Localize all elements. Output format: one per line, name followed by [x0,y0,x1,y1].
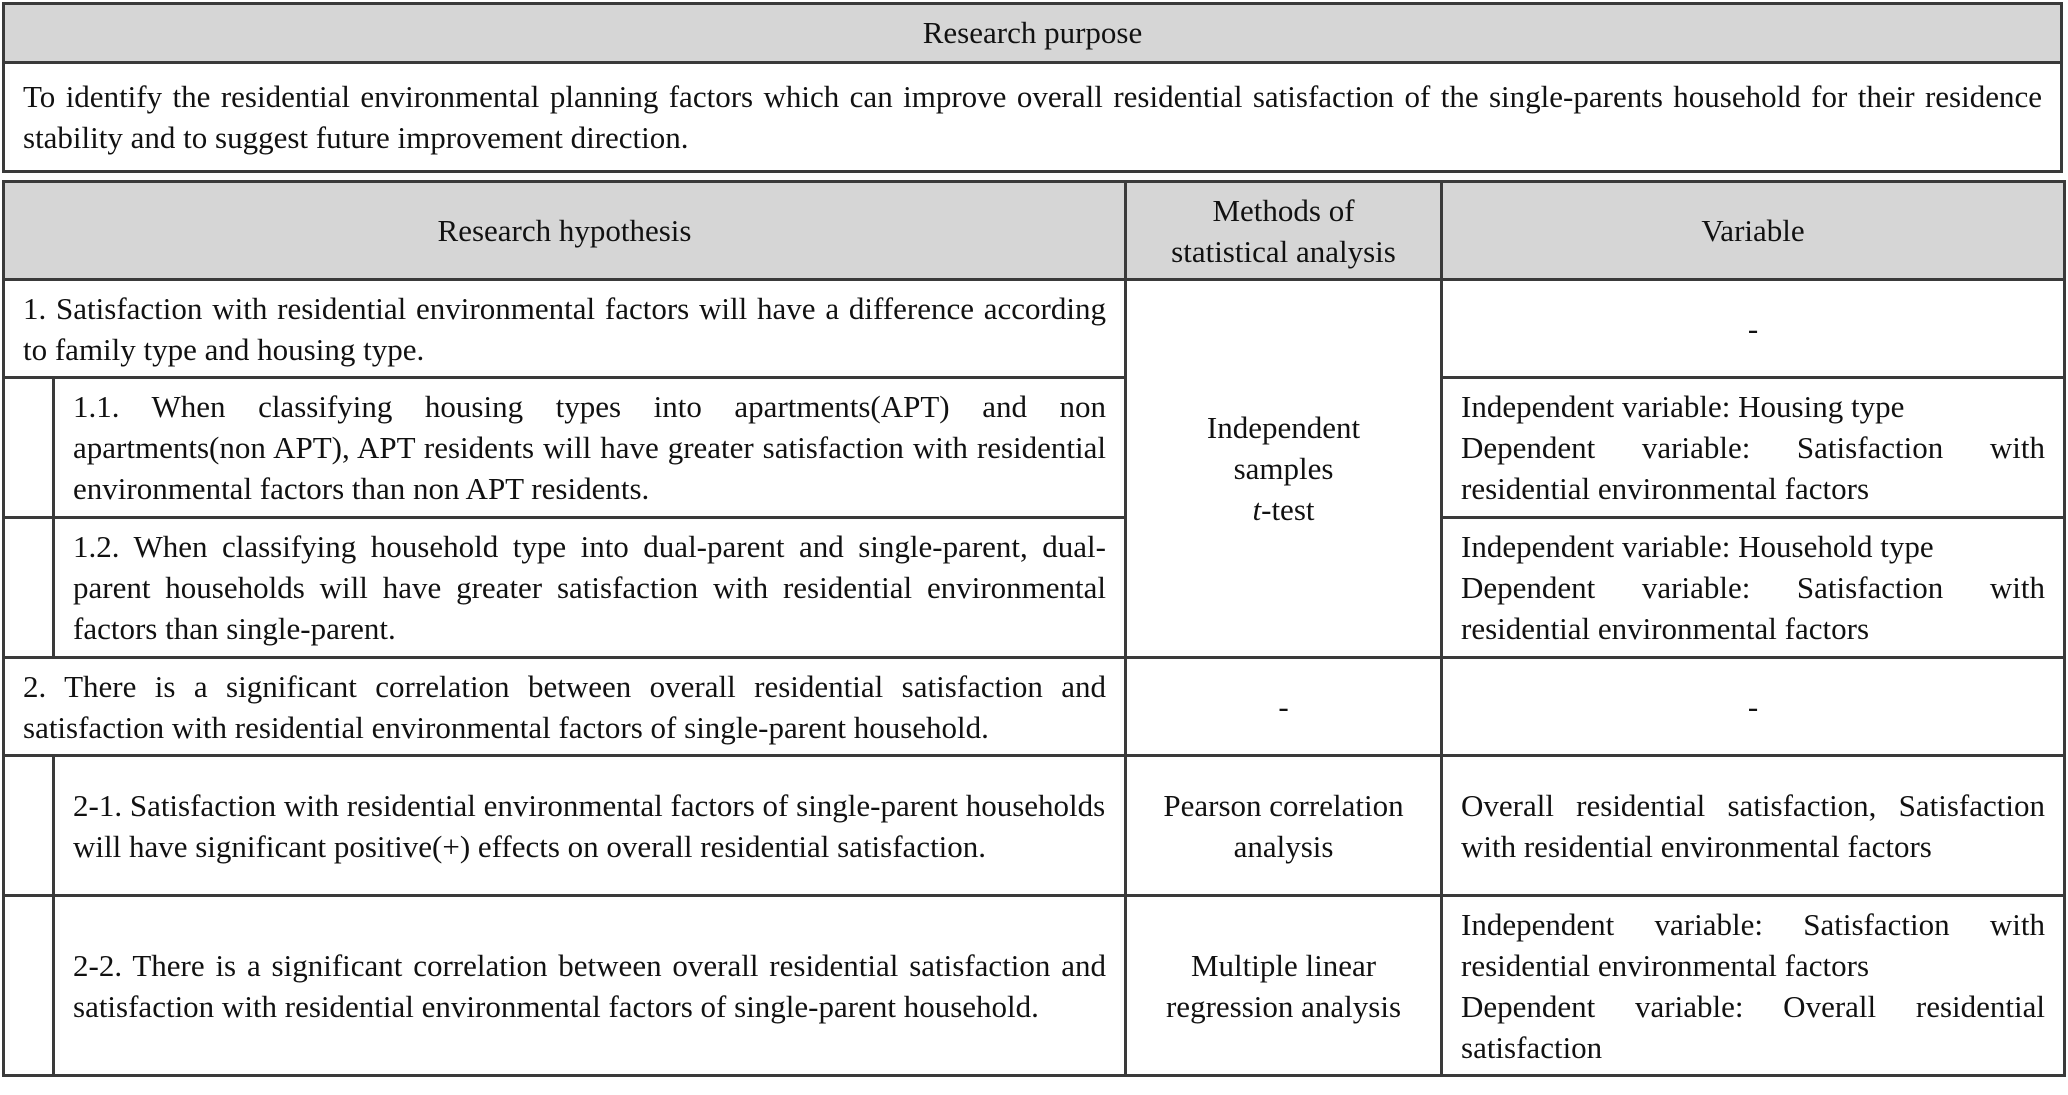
method-line1: Pearson correlation [1163,787,1404,823]
indent-cell [4,378,54,518]
hypothesis-column-header: Research hypothesis [4,182,1126,280]
hypothesis-2-2-text: 2-2. There is a significant correlation between overall residential satisfaction and satisfaction with residential environmental factors of single-parent household. [54,896,1126,1076]
hypothesis-1-method [1126,280,1442,658]
research-purpose-header: Research purpose [4,4,2062,63]
method-line1: Multiple linear [1190,947,1377,983]
hypothesis-1-text: 1. Satisfaction with residential environmental factors will have a difference according to family type and housing type. [4,280,1126,378]
method-line1: Independent [1206,410,1361,445]
variable-line1: Independent variable: Housing type [1461,389,1905,424]
research-purpose-text: To identify the residential environmental planning factors which can improve overall residential satisfaction of the single-parents household for their residence stability and to suggest future improvement direction. [4,63,2062,172]
method-line2: regression analysis [1165,988,1402,1024]
methods-header-line1: Methods of [1212,192,1355,228]
hypothesis-2-2-variable [1442,896,2065,1076]
hypothesis-2-method: - [1126,658,1442,756]
research-purpose-table [2,2,2063,173]
variable-line2: Dependent variable: Overall residential satisfaction [1461,988,2045,1065]
hypothesis-2-2-method [1126,896,1442,1076]
hypothesis-2-1-variable: Overall residential satisfaction, Satisfaction with residential environmental factors [1442,756,2065,896]
hypothesis-2-variable: - [1442,658,2065,756]
method-line2: analysis [1233,828,1334,864]
indent-cell [4,756,54,896]
variable-line1: Independent variable: Satisfaction with residential environmental factors [1461,906,2045,983]
hypothesis-2-1-method [1126,756,1442,896]
variable-line2: Dependent variable: Satisfaction with residential environmental factors [1461,430,2045,506]
hypothesis-1-variable: - [1442,280,2065,378]
methods-header-line2: statistical analysis [1171,233,1396,269]
hypothesis-1-1-variable [1442,378,2065,518]
hypothesis-1-2-text: 1.2. When classifying household type into dual-parent and single-parent, dual-parent households will have greater satisfaction with residential environmental factors than single-parent. [54,518,1126,658]
hypothesis-1-1-text: 1.1. When classifying housing types into apartments(APT) and non apartments(non APT), APT residents will have greater satisfaction with residential environmental factors than non APT residents. [54,378,1126,518]
hypothesis-2-text: 2. There is a significant correlation between overall residential satisfaction and satisfaction with residential environmental factors of single-parent household. [4,658,1126,756]
method-line3: -test [1261,492,1315,527]
variable-column-header: Variable [1442,182,2065,280]
hypothesis-1-2-variable [1442,518,2065,658]
methods-column-header [1126,182,1442,280]
variable-line1: Independent variable: Household type [1461,529,1934,564]
hypothesis-2-1-text: 2-1. Satisfaction with residential environmental factors of single-parent households will have significant positive(+) effects on overall residential satisfaction. [54,756,1126,896]
variable-line2: Dependent variable: Satisfaction with residential environmental factors [1461,570,2045,646]
indent-cell [4,896,54,1076]
research-hypothesis-table [2,180,2066,1077]
indent-cell [4,518,54,658]
method-t-italic: t [1252,492,1262,527]
method-line2: samples [1233,451,1334,486]
